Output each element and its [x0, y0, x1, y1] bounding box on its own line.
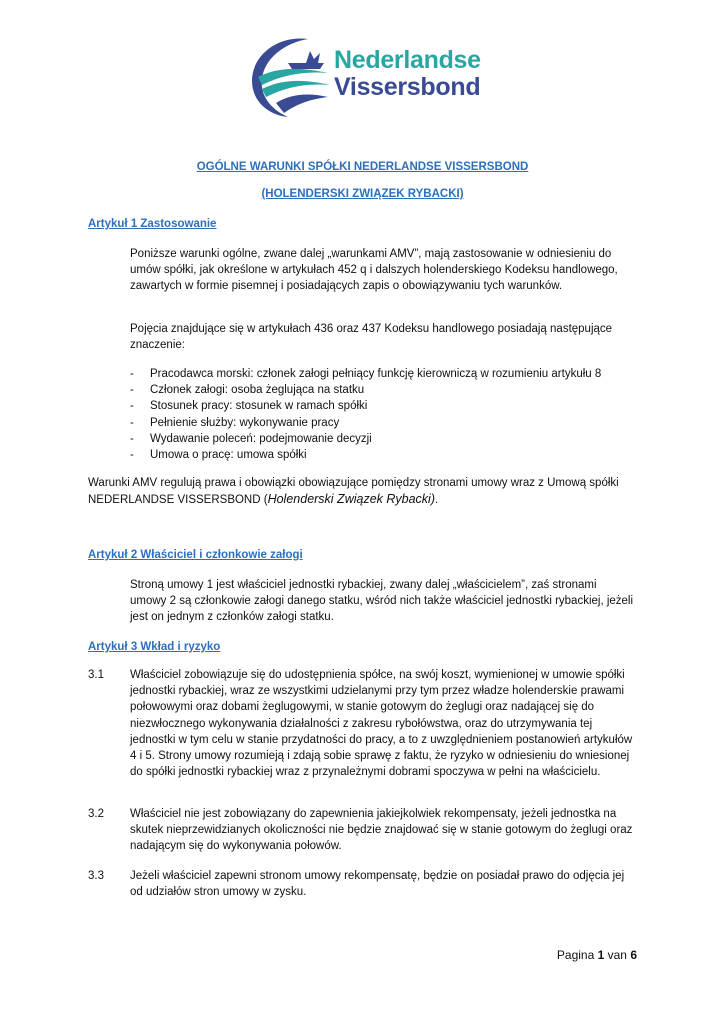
list-item: - Umowa o pracę: umowa spółki: [130, 448, 307, 461]
article-1-paragraph-1: Poniższe warunki ogólne, zwane dalej „warunkami AMV”, mają zastosowanie w odniesieniu do umów spółki, jak określone w artykułach 452 q i dalszych holenderskiego Kodeksu handlowego, zawartych w formie pisemnej i posiadających zapis o obowiązywaniu tych warunków.: [130, 248, 618, 293]
clause-3-3: 3.3 Jeżeli właściciel zapewni stronom umowy rekompensatę, będzie on posiadał prawo do odjęcia jej od udziałów stron umowy w zysku.: [88, 870, 625, 899]
logo-line-1: Nederlandse: [334, 46, 481, 74]
list-item: - Stosunek pracy: stosunek w ramach spółki: [130, 400, 368, 413]
logo-line-2: Vissersbond: [334, 73, 481, 101]
list-item: - Pracodawca morski: członek załogi pełniący funkcję kierowniczą w rozumieniu artykułu 8: [130, 368, 602, 380]
article-1-heading: Artykuł 1 Zastosowanie: [88, 218, 217, 230]
page-number: Pagina 1 van 6: [556, 948, 637, 962]
list-item: - Pełnienie służby: wykonywanie pracy: [130, 416, 340, 429]
clause-3-2: 3.2 Właściciel nie jest zobowiązany do zapewnienia jakiejkolwiek rekompensaty, jeżeli jednostka na skutek nieprzewidzianych okoliczności nie będzie znajdować się w stanie gotowym do żeglugi oraz nadającym się do wykonywania połowów.: [88, 808, 633, 853]
definitions-list: [88, 366, 601, 463]
article-1-paragraph-3: Warunki AMV regulują prawa i obowiązki obowiązujące pomiędzy stronami umowy wraz z Umową spółki NEDERLANDSE VISSERSBOND (Holenderski Związek Rybacki).: [88, 477, 619, 507]
list-item: - Członek załogi: osoba żeglująca na statku: [130, 384, 365, 397]
clause-3-1: 3.1 Właściciel zobowiązuje się do udostępnienia spółce, na swój koszt, wymienionej w umowie spółki jednostki rybackiej, wraz ze wszystkimi udzielanymi przy tym przez władze holenderskie prawami połowowymi oraz dobami żeglugowymi, w stanie gotowym do żeglugi oraz nadającej się do niezwłocznego wykonywania działalności z zakresu rybołówstwa, oraz do utrzymywania tej jednostki w tym celu w stanie przydatności do pracy, a to z uwzględnieniem postanowień artykułów 4 i 5. Strony umowy rozumieją i zdają sobie sprawę z faktu, że ryzyko w odniesieniu do wniesionej do spółki jednostki rybackiej wraz z przynależnymi dobrami spoczywa w pełni na właścicielu.: [88, 669, 633, 779]
list-item: - Wydawanie poleceń: podejmowanie decyzji: [130, 432, 372, 445]
article-2-heading: Artykuł 2 Właściciel i członkowie załogi: [88, 549, 303, 561]
document-subtitle: (HOLENDERSKI ZWIĄZEK RYBACKI): [261, 188, 464, 200]
article-2-paragraph: Stroną umowy 1 jest właściciel jednostki rybackiej, zwany dalej „właścicielem”, zaś stronami umowy 2 są członkowie załogi danego statku, wśród nich także właściciel jednostki rybackiej, jeżeli jest on jednym z członków załogi statku.: [130, 579, 634, 624]
document-title: OGÓLNE WARUNKI SPÓŁKI NEDERLANDSE VISSERSBOND: [196, 161, 529, 173]
article-1-paragraph-2: Pojęcia znajdujące się w artykułach 436 oraz 437 Kodeksu handlowego posiadają następujące znaczenie:: [130, 323, 613, 352]
article-3-heading: Artykuł 3 Wkład i ryzyko: [88, 641, 221, 653]
logo-emblem-icon: [248, 33, 338, 119]
logo: [248, 33, 481, 119]
